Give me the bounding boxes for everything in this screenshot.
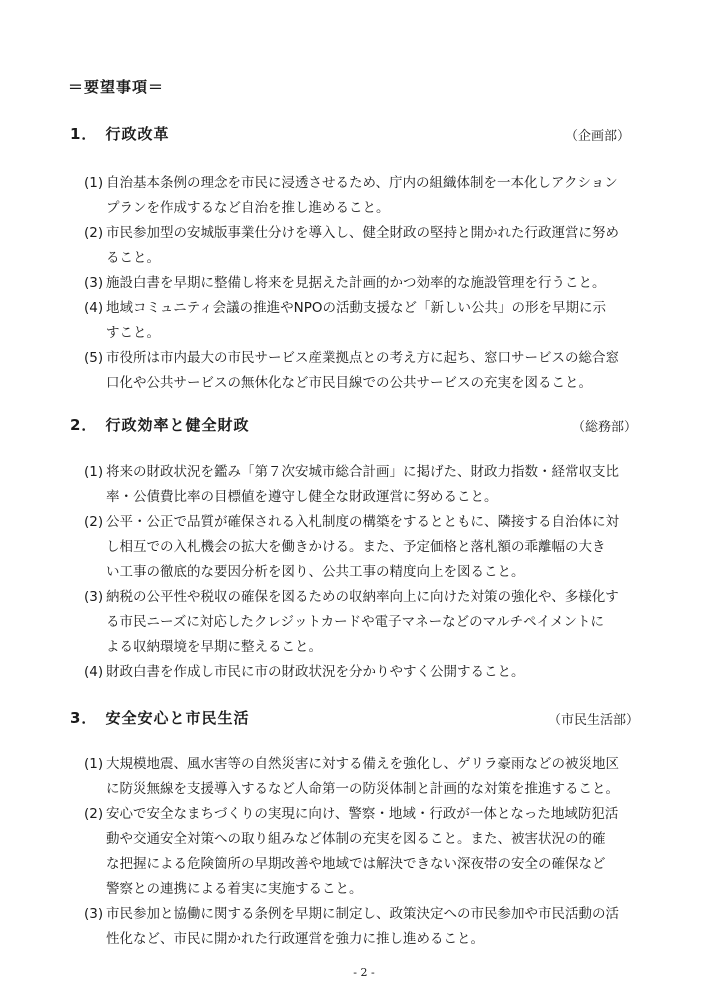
list-item [84, 346, 684, 396]
list-item [84, 171, 684, 221]
section-number: 2． [70, 416, 98, 434]
item-text-line: 警察との連携による着実に実施すること。 [106, 881, 363, 897]
item-text-line: 率・公債費比率の目標値を遵守し健全な財政運営に努めること。 [106, 489, 498, 505]
list-item [84, 585, 684, 660]
item-number: (5) [84, 350, 104, 366]
list-item [84, 221, 684, 271]
item-number: (4) [84, 664, 104, 680]
item-number: (2) [84, 225, 104, 241]
item-text-line: し相互での入札機会の拡大を働きかける。また、予定価格と落札額の乖離幅の大き [106, 539, 606, 555]
item-text-line: 自治基本条例の理念を市民に浸透させるため、庁内の組織体制を一本化しアクション [106, 175, 618, 191]
item-text-line: 動や交通安全対策への取り組みなど体制の充実を図ること。また、被害状況の的確 [106, 831, 606, 847]
item-text-line: 将来の財政状況を鑑み「第７次安城市総合計画」に掲げた、財政力指数・経常収支比 [106, 464, 619, 480]
section-1-items [84, 171, 684, 396]
page-number: - 2 - [353, 966, 375, 979]
item-text-line: 施設白書を早期に整備し将来を見据えた計画的かつ効率的な施設管理を行うこと。 [106, 275, 606, 291]
section-title-3 [70, 707, 249, 728]
section-number: 1． [70, 125, 98, 143]
item-text-line: よる収納環境を早期に整えること。 [106, 639, 322, 655]
item-text-line: 財政白書を作成し市民に市の財政状況を分かりやすく公開すること。 [106, 664, 525, 680]
item-number: (4) [84, 300, 104, 316]
item-text-line: 大規模地震、風水害等の自然災害に対する備えを強化し、ゲリラ豪雨などの被災地区 [106, 756, 619, 772]
item-text-line: 性化など、市民に開かれた行政運営を強力に推し進めること。 [106, 931, 484, 947]
item-number: (2) [84, 806, 104, 822]
page-heading: ＝要望事項＝ [68, 78, 165, 96]
item-text-line: る市民ニーズに対応したクレジットカードや電子マネーなどのマルチペイメントに [106, 614, 604, 630]
item-number: (3) [84, 589, 104, 605]
section-department-1: （企画部） [565, 129, 631, 144]
list-item [84, 660, 684, 685]
item-text-line: すこと。 [106, 325, 160, 341]
list-item [84, 296, 684, 346]
list-item [84, 902, 684, 952]
item-number: (1) [84, 464, 104, 480]
section-2-items [84, 460, 684, 685]
item-text-line: プランを作成するなど自治を推し進めること。 [106, 200, 390, 216]
list-item [84, 802, 684, 902]
item-text-line: 地域コミュニティ会議の推進やNPOの活動支援など「新しい公共」の形を早期に示 [106, 300, 607, 316]
item-text-line: 安心で安全なまちづくりの実現に向け、警察・地域・行政が一体となった地域防犯活 [106, 806, 619, 822]
item-text-line: 口化や公共サービスの無休化など市民目線での公共サービスの充実を図ること。 [106, 375, 592, 391]
list-item [84, 271, 684, 296]
item-text-line: 市民参加型の安城版事業仕分けを導入し、健全財政の堅持と開かれた行政運営に努め [106, 225, 619, 241]
item-text-line: 市役所は市内最大の市民サービス産業拠点との考え方に起ち、窓口サービスの総合窓 [106, 350, 619, 366]
section-title-2 [70, 414, 249, 435]
item-text-line: 公平・公正で品質が確保される入札制度の構築をするとともに、隣接する自治体に対 [106, 514, 619, 530]
item-number: (2) [84, 514, 104, 530]
list-item [84, 752, 684, 802]
item-number: (1) [84, 756, 104, 772]
section-department-2: （総務部） [572, 420, 638, 435]
item-text-line: 市民参加と協働に関する条例を早期に制定し、政策決定への市民参加や市民活動の活 [106, 906, 619, 922]
section-3-items [84, 752, 684, 952]
list-item [84, 460, 684, 510]
section-title-text: 行政改革 [105, 125, 170, 143]
section-title-text: 安全安心と市民生活 [105, 709, 250, 727]
item-number: (1) [84, 175, 104, 191]
section-title-text: 行政効率と健全財政 [105, 416, 250, 434]
item-number: (3) [84, 906, 104, 922]
list-item [84, 510, 684, 585]
section-title-1 [70, 123, 169, 144]
section-department-3: （市民生活部） [548, 713, 640, 728]
item-number: (3) [84, 275, 104, 291]
item-text-line: 納税の公平性や税収の確保を図るための収納率向上に向けた対策の強化や、多様化す [106, 589, 619, 605]
item-text-line: い工事の徹底的な要因分析を図り、公共工事の精度向上を図ること。 [106, 564, 525, 580]
section-number: 3． [70, 709, 98, 727]
item-text-line: な把握による危険箇所の早期改善や地域では解決できない深夜帯の安全の確保など [106, 856, 606, 872]
item-text-line: に防災無線を支援導入するなど人命第一の防災体制と計画的な対策を推進すること。 [106, 781, 619, 797]
item-text-line: ること。 [106, 250, 160, 266]
